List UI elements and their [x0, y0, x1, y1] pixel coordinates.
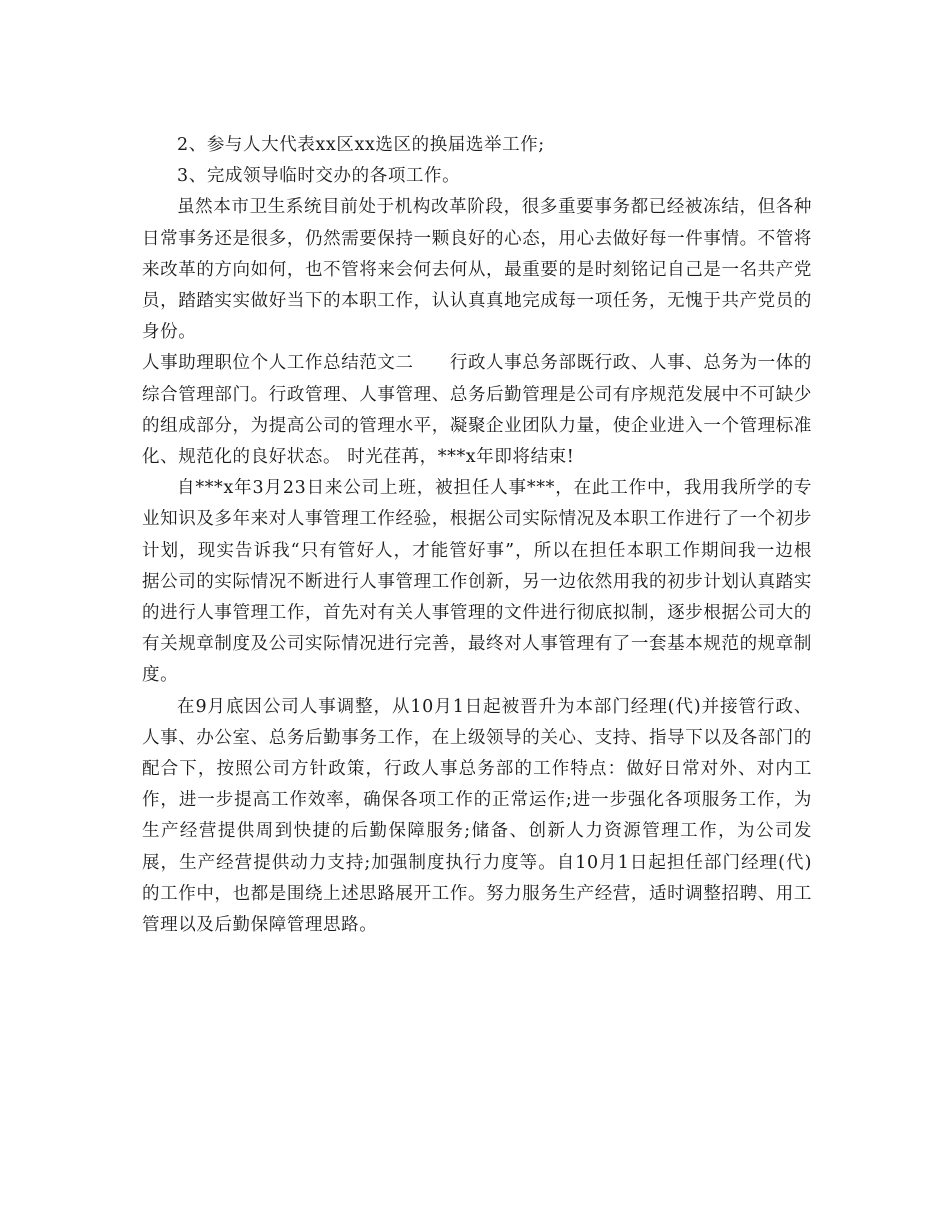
paragraph-promotion: 在9月底因公司人事调整，从10月1日起被晋升为本部门经理(代)并接管行政、人事、办公室、总务后勤事务工作，在上级领导的关心、支持、指导下以及各部门的配合下，按照公司方针政策，行政人事总务部的工作特点：做好日常对外、对内工作，进一步提高工作效率，确保各项工作的正常运作;进一步强化各项服务工作，为生产经营提供周到快捷的后勤保障服务;储备、创新人力资源管理工作，为公司发展，生产经营提供动力支持;加强制度执行力度等。自10月1日起担任部门经理(代)的工作中，也都是围绕上述思路展开工作。努力服务生产经营，适时调整招聘、用工管理以及后勤保障管理思路。 [142, 696, 812, 936]
list-item-3: 3、完成领导临时交办的各项工作。 [177, 166, 461, 187]
paragraph-reform: 虽然本市卫生系统目前处于机构改革阶段，很多重要事务都已经被冻结，但各种日常事务还是很多，仍然需要保持一颗良好的心态，用心去做好每一件事情。不管将来改革的方向如何，也不管将来会何去何从，最重要的是时刻铭记自己是一名共产党员，踏踏实实做好当下的本职工作，认认真真地完成每一项任务，无愧于共产党员的身份。 [142, 197, 812, 343]
list-item-2: 2、参与人大代表xx区xx选区的换届选举工作; [177, 135, 545, 155]
paragraph-personnel-work: 自***x年3月23日来公司上班，被担任人事***，在此工作中，我用我所学的专业知识及多年来对人事管理工作经验，根据公司实际情况及本职工作进行了一个初步计划，现实告诉我“只有管好人，才能管好事”，所以在担任本职工作期间我一边根据公司的实际情况不断进行人事管理工作创新，另一边依然用我的初步计划认真踏实的进行人事管理工作，首先对有关人事管理的文件进行彻底拟制，逐步根据公司大的有关规章制度及公司实际情况进行完善，最终对人事管理有了一套基本规范的规章制度。 [142, 478, 812, 686]
paragraph-section-two: 人事助理职位个人工作总结范文二 行政人事总务部既行政、人事、总务为一体的综合管理部门。行政管理、人事管理、总务后勤管理是公司有序规范发展中不可缺少的组成部分，为提高公司的管理水平，凝聚企业团队力量，使企业进入一个管理标准化、规范化的良好状态。 时光荏苒，***x年即将结束! [142, 353, 812, 468]
document-body [142, 130, 812, 941]
